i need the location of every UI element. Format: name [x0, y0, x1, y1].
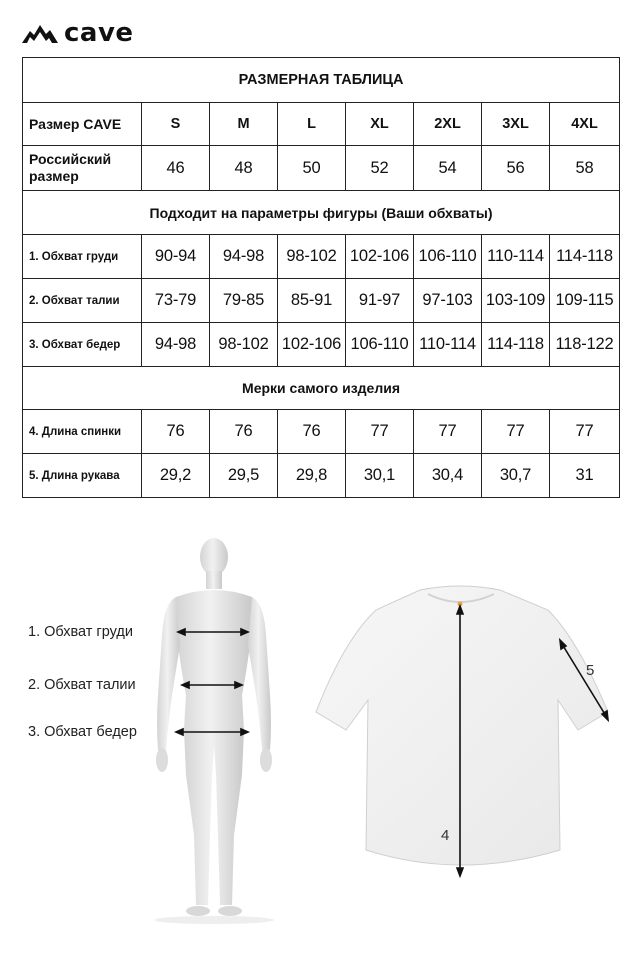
size-cell: 3XL — [482, 103, 550, 146]
value-cell: 77 — [482, 410, 550, 454]
value-cell: 77 — [550, 410, 620, 454]
ru-size-cell: 54 — [414, 146, 482, 191]
value-cell: 76 — [210, 410, 278, 454]
row-label: 2. Обхват талии — [23, 279, 142, 323]
value-cell: 30,1 — [346, 454, 414, 498]
value-cell: 29,2 — [142, 454, 210, 498]
value-cell: 79-85 — [210, 279, 278, 323]
value-cell: 90-94 — [142, 235, 210, 279]
table-row — [23, 323, 620, 367]
ru-size-cell: 50 — [278, 146, 346, 191]
length-marker: 4 — [441, 827, 450, 844]
value-cell: 114-118 — [550, 235, 620, 279]
value-cell: 31 — [550, 454, 620, 498]
garment-section-title: Мерки самого изделия — [23, 367, 620, 410]
value-cell: 30,7 — [482, 454, 550, 498]
garment-section-row — [23, 367, 620, 410]
value-cell: 94-98 — [210, 235, 278, 279]
value-cell: 29,8 — [278, 454, 346, 498]
value-cell: 106-110 — [414, 235, 482, 279]
value-cell: 85-91 — [278, 279, 346, 323]
table-row — [23, 410, 620, 454]
value-cell: 76 — [278, 410, 346, 454]
body-section-title: Подходит на параметры фигуры (Ваши обхваты) — [23, 191, 620, 235]
table-row — [23, 279, 620, 323]
value-cell: 102-106 — [346, 235, 414, 279]
ru-size-cell: 46 — [142, 146, 210, 191]
row-label: 3. Обхват бедер — [23, 323, 142, 367]
legend-waist: 2. Обхват талии — [28, 677, 136, 693]
table-title-row — [23, 58, 620, 103]
row-label: 4. Длина спинки — [23, 410, 142, 454]
tshirt-drawing — [310, 580, 630, 880]
brand-name: cave — [64, 18, 134, 48]
value-cell: 106-110 — [346, 323, 414, 367]
value-cell: 103-109 — [482, 279, 550, 323]
size-label: Размер CAVE — [23, 103, 142, 146]
brand-logo — [22, 18, 134, 48]
value-cell: 76 — [142, 410, 210, 454]
table-row — [23, 235, 620, 279]
size-row — [23, 103, 620, 146]
value-cell: 109-115 — [550, 279, 620, 323]
sleeve-marker: 5 — [586, 662, 595, 679]
value-cell: 30,4 — [414, 454, 482, 498]
body-section-row — [23, 191, 620, 235]
size-cell: 2XL — [414, 103, 482, 146]
row-label: 1. Обхват груди — [23, 235, 142, 279]
value-cell: 110-114 — [414, 323, 482, 367]
value-cell: 118-122 — [550, 323, 620, 367]
value-cell: 102-106 — [278, 323, 346, 367]
value-cell: 91-97 — [346, 279, 414, 323]
ru-size-cell: 48 — [210, 146, 278, 191]
value-cell: 110-114 — [482, 235, 550, 279]
ru-size-cell: 52 — [346, 146, 414, 191]
value-cell: 77 — [346, 410, 414, 454]
legend-chest: 1. Обхват груди — [28, 624, 133, 640]
mannequin-illustration — [130, 535, 300, 925]
value-cell: 29,5 — [210, 454, 278, 498]
ru-size-row — [23, 146, 620, 191]
size-table — [22, 57, 620, 498]
value-cell: 114-118 — [482, 323, 550, 367]
mountain-icon — [22, 23, 58, 43]
row-label: 5. Длина рукава — [23, 454, 142, 498]
value-cell: 77 — [414, 410, 482, 454]
size-cell: 4XL — [550, 103, 620, 146]
ru-size-cell: 56 — [482, 146, 550, 191]
body-figure — [130, 535, 300, 925]
value-cell: 98-102 — [210, 323, 278, 367]
value-cell: 73-79 — [142, 279, 210, 323]
size-cell: M — [210, 103, 278, 146]
ru-size-cell: 58 — [550, 146, 620, 191]
ru-size-label: Российский размер — [23, 146, 142, 191]
table-title: РАЗМЕРНАЯ ТАБЛИЦА — [23, 58, 620, 103]
table-row — [23, 454, 620, 498]
size-cell: L — [278, 103, 346, 146]
value-cell: 94-98 — [142, 323, 210, 367]
size-cell: S — [142, 103, 210, 146]
legend-hips: 3. Обхват бедер — [28, 724, 137, 740]
tshirt-illustration — [310, 580, 630, 880]
size-cell: XL — [346, 103, 414, 146]
value-cell: 98-102 — [278, 235, 346, 279]
value-cell: 97-103 — [414, 279, 482, 323]
